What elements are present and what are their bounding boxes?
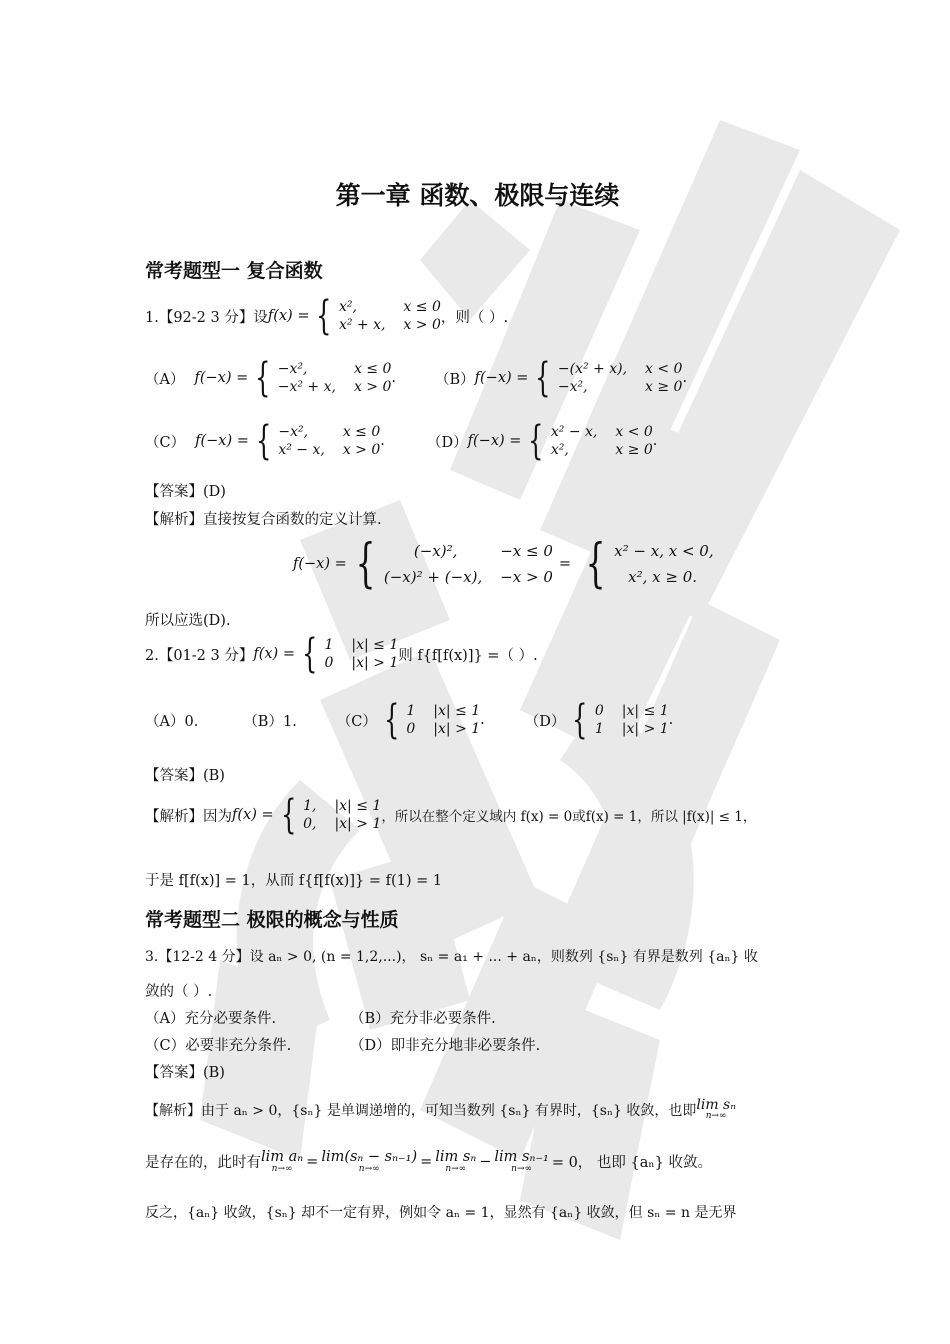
chapter-title: 第一章 函数、极限与连续	[335, 181, 620, 210]
q2-analysis: 【解析】因为 f(x) = { 1, |x| ≤ 1 0, |x| > 1 ，所以在整个定义域内 f(x) = 0或f(x) = 1，所以 |f(x)| ≤ 1，	[145, 792, 757, 838]
q3-option-c: （C）必要非充分条件.	[145, 1038, 292, 1054]
q1-option-d: （D） f(−x) = { x² − x, x < 0 x², x ≥ 0 .	[427, 418, 658, 464]
q1-formula: f(−x) = { (−x)², −x ≤ 0 (−x)² + (−x), −x > 0 = { x² − x, x < 0, x², x ≥ 0.	[293, 534, 714, 594]
q2-stem: 2.【01-2 3 分】 f(x) = { 1 |x| ≤ 1 0 |x| > 1 则 f{f[f(x)]} =（ ）.	[145, 631, 538, 677]
q3-stem-line2: 敛的（ ）.	[145, 984, 213, 1000]
q1-stem: 1.【92-2 3 分】设 f(x) = { x², x ≤ 0 x² + x, x > 0 ，则（ ）.	[145, 293, 509, 339]
q1-option-c: （C） f(−x) = { −x², x ≤ 0 x² − x, x > 0 .	[145, 418, 385, 464]
q1-conclusion: 所以应选(D).	[145, 613, 231, 629]
q3-analysis-line3: 反之，{aₙ} 收敛，{sₙ} 却不一定有界，例如令 aₙ = 1，显然有 {aₙ} 收敛，但 sₙ = n 是无界	[145, 1205, 737, 1221]
q3-option-a: （A）充分必要条件.	[145, 1011, 277, 1027]
q2-options: （A）0. （B）1. （C） { 1 |x| ≤ 1 0 |x| > 1 . （D） { 0 |x| ≤ 1 1 |x| > 1 .	[145, 697, 674, 743]
q1-analysis: 【解析】直接按复合函数的定义计算.	[145, 512, 382, 528]
q3-option-d: （D）即非充分地非必要条件.	[350, 1038, 541, 1054]
q2-analysis-end: 于是 f[f(x)] = 1，从而 f{f[f(x)]} = f(1) = 1	[145, 873, 443, 889]
section-title-2: 常考题型二 极限的概念与性质	[145, 909, 399, 931]
q3-answer: 【答案】(B)	[145, 1065, 225, 1081]
section-title-1: 常考题型一 复合函数	[145, 260, 323, 282]
q1-option-b: （B） f(−x) = { −(x² + x), x < 0 −x², x ≥ 0 .	[435, 355, 688, 401]
q1-option-a: （A） f(−x) = { −x², x ≤ 0 −x² + x, x > 0 .	[145, 355, 396, 401]
q3-analysis-line2: 是存在的，此时有 lim aₙ n→∞ = lim(sₙ − sₙ₋₁) n→∞ = lim sₙ n→∞ − lim sₙ₋₁ n→∞ = 0， 也即 {aₙ} 收敛。	[145, 1149, 712, 1174]
q3-analysis-line1: 【解析】由于 aₙ > 0，{sₙ} 是单调递增的，可知当数列 {sₙ} 有界时，{sₙ} 收敛，也即 lim sₙ n→∞	[145, 1097, 736, 1121]
q3-option-b: （B）充分非必要条件.	[350, 1011, 496, 1027]
q1-answer: 【答案】(D)	[145, 484, 226, 500]
q2-answer: 【答案】(B)	[145, 768, 225, 784]
q3-stem-line1: 3.【12-2 4 分】设 aₙ > 0, (n = 1,2,...)， sₙ = a₁ + ... + aₙ，则数列 {sₙ} 有界是数列 {aₙ} 收	[145, 949, 758, 965]
